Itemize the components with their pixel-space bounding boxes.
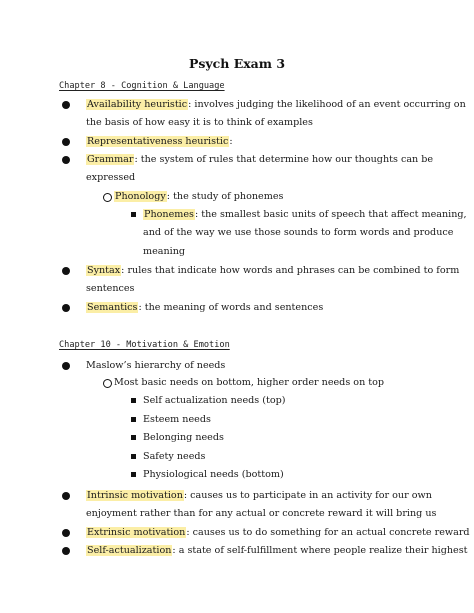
bullet-square bbox=[131, 417, 136, 422]
definition-self-actualization: : a state of self-fulfillment where people realize their highest bbox=[172, 545, 468, 556]
list-item-extrinsic bbox=[86, 526, 470, 539]
bullet-dot bbox=[62, 362, 70, 370]
term-semantics: Semantics bbox=[87, 302, 138, 313]
term-self-actualization: Self-actualization bbox=[87, 545, 172, 556]
list-item-continuation: meaning bbox=[143, 246, 186, 257]
definition-representativeness: : bbox=[229, 136, 233, 147]
term-representativeness: Representativeness heuristic bbox=[87, 136, 229, 147]
list-item-intrinsic bbox=[86, 489, 432, 502]
term-grammar: Grammar bbox=[87, 154, 134, 165]
list-item-need: Belonging needs bbox=[143, 432, 224, 443]
list-item-phonemes bbox=[143, 208, 467, 221]
definition-semantics: : the meaning of words and sentences bbox=[138, 302, 324, 313]
bullet-square bbox=[131, 398, 136, 403]
list-item-grammar bbox=[86, 153, 433, 166]
bullet-circle bbox=[103, 193, 112, 202]
definition-phonemes: : the smallest basic units of speech that affect meaning, bbox=[194, 209, 467, 220]
list-item-continuation: enjoyment rather than for any actual or concrete reward it will bring us bbox=[86, 508, 437, 519]
bullet-square bbox=[131, 435, 136, 440]
list-item-maslow-sub: Most basic needs on bottom, higher order needs on top bbox=[114, 377, 385, 388]
list-item-maslow: Maslow’s hierarchy of needs bbox=[86, 360, 226, 371]
bullet-circle bbox=[103, 379, 112, 388]
list-item-self-actualization bbox=[86, 544, 467, 557]
definition-availability: : involves judging the likelihood of an event occurring on bbox=[188, 99, 466, 110]
chapter-8-heading: Chapter 8 - Cognition & Language bbox=[59, 81, 225, 91]
definition-grammar: : the system of rules that determine how our thoughts can be bbox=[134, 154, 434, 165]
list-item-semantics bbox=[86, 301, 323, 314]
bullet-square bbox=[131, 472, 136, 477]
definition-phonology: : the study of phonemes bbox=[166, 191, 284, 202]
list-item-need: Safety needs bbox=[143, 451, 206, 462]
term-intrinsic: Intrinsic motivation bbox=[87, 490, 183, 501]
term-phonology: Phonology bbox=[115, 191, 166, 202]
bullet-dot bbox=[62, 138, 70, 146]
bullet-dot bbox=[62, 156, 70, 164]
list-item-continuation: the basis of how easy it is to think of examples bbox=[86, 117, 313, 128]
list-item-continuation: and of the way we use those sounds to form words and produce bbox=[143, 227, 454, 238]
definition-syntax: : rules that indicate how words and phrases can be combined to form bbox=[121, 265, 460, 276]
list-item-need: Self actualization needs (top) bbox=[143, 395, 286, 406]
term-extrinsic: Extrinsic motivation bbox=[87, 527, 186, 538]
bullet-square bbox=[131, 212, 136, 217]
bullet-dot bbox=[62, 547, 70, 555]
definition-intrinsic: : causes us to participate in an activity for our own bbox=[183, 490, 432, 501]
bullet-dot bbox=[62, 529, 70, 537]
list-item-representativeness bbox=[86, 135, 233, 148]
term-syntax: Syntax bbox=[87, 265, 121, 276]
bullet-dot bbox=[62, 267, 70, 275]
definition-extrinsic: : causes us to do something for an actual concrete reward bbox=[186, 527, 470, 538]
list-item-continuation: expressed bbox=[86, 172, 136, 183]
term-phonemes: Phonemes bbox=[144, 209, 194, 220]
list-item-need: Esteem needs bbox=[143, 414, 211, 425]
bullet-dot bbox=[62, 304, 70, 312]
bullet-dot bbox=[62, 492, 70, 500]
list-item-need: Physiological needs (bottom) bbox=[143, 469, 284, 480]
list-item-availability bbox=[86, 98, 466, 111]
list-item-syntax bbox=[86, 264, 459, 277]
bullet-square bbox=[131, 454, 136, 459]
term-availability: Availability heuristic bbox=[87, 99, 188, 110]
chapter-10-heading: Chapter 10 - Motivation & Emotion bbox=[59, 340, 230, 350]
document-title: Psych Exam 3 bbox=[188, 56, 286, 71]
list-item-continuation: sentences bbox=[86, 283, 135, 294]
bullet-dot bbox=[62, 101, 70, 109]
list-item-phonology bbox=[114, 190, 283, 203]
